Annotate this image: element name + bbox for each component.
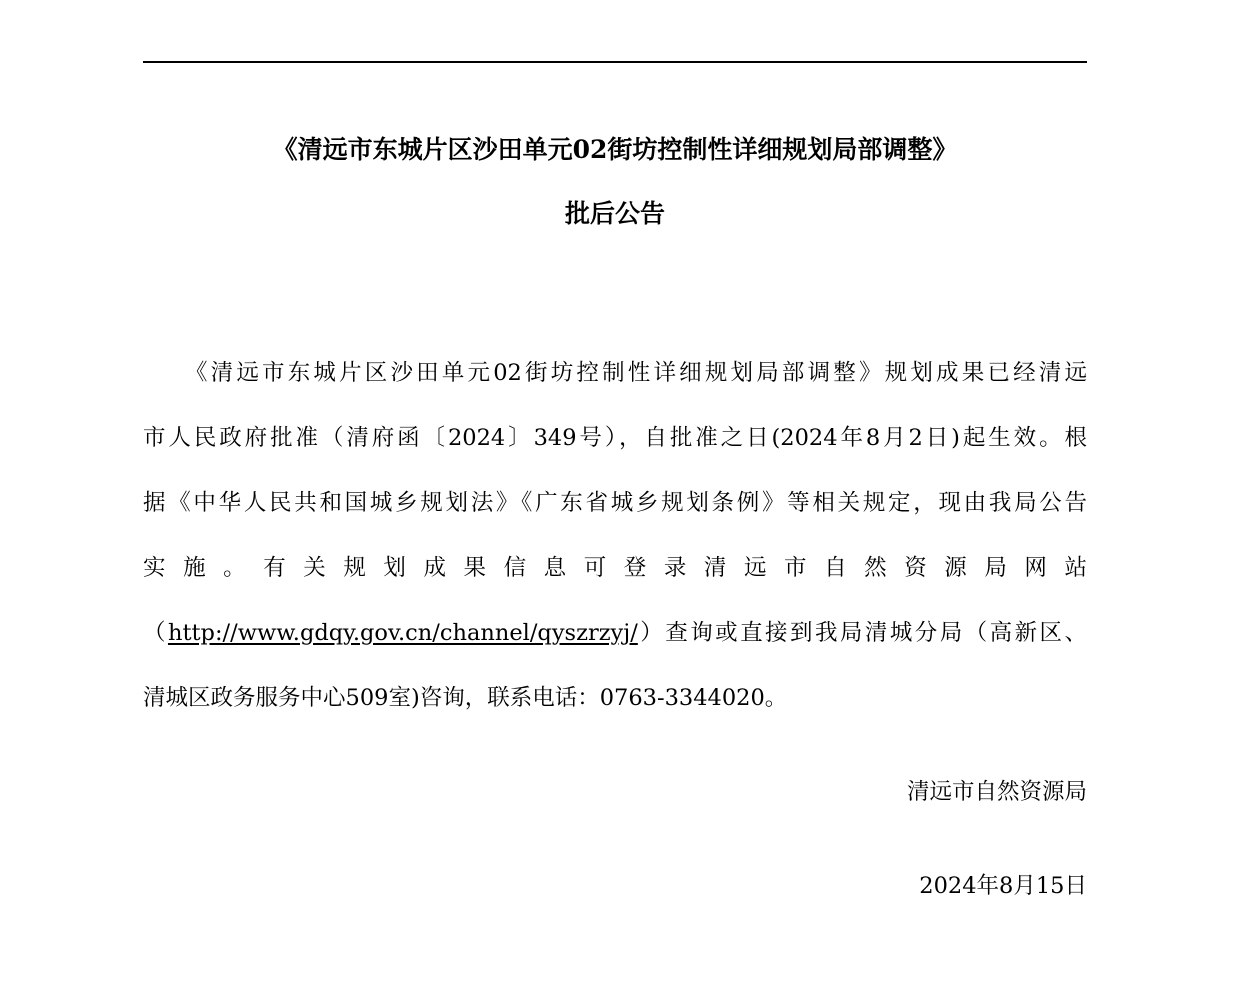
body-paragraph-line-4: 实施。有关规划成果信息可登录清远市自然资源局网站 <box>143 555 1087 581</box>
website-link[interactable]: http://www.gdqy.gov.cn/channel/qyszrzyj/ <box>167 620 638 646</box>
body-paragraph-line-3: 据《中华人民共和国城乡规划法》《广东省城乡规划条例》等相关规定，现由我局公告 <box>143 490 1087 516</box>
signature-organization: 清远市自然资源局 <box>906 779 1087 805</box>
body-paragraph-line-2: 市人民政府批准（清府函〔2024〕349号），自批准之日(2024年8月2日)起生效。根 <box>143 425 1087 451</box>
document-title: 《清远市东城片区沙田单元02街坊控制性详细规划局部调整》 <box>272 135 958 164</box>
header-rule <box>143 61 1087 63</box>
document-subtitle: 批后公告 <box>564 199 665 228</box>
body-paragraph-line-6: 清城区政务服务中心509室)咨询，联系电话：0763-3344020。 <box>143 685 788 711</box>
body-paragraph-line-5 <box>143 618 1087 648</box>
signature-date: 2024年8月15日 <box>919 873 1087 899</box>
body-paragraph-line-1: 《清远市东城片区沙田单元02街坊控制性详细规划局部调整》规划成果已经清远 <box>185 360 1087 386</box>
link-suffix-text: ）查询或直接到我局清城分局（高新区、 <box>637 620 1087 646</box>
link-open-paren: （ <box>143 620 168 646</box>
